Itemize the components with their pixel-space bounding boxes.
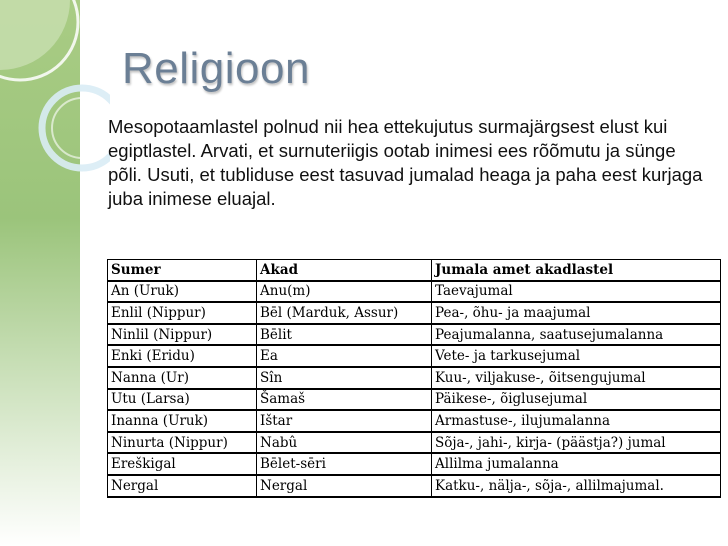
table-row — [108, 345, 721, 367]
table-header-row — [108, 260, 721, 281]
table-row — [108, 302, 721, 324]
cell-sumer: Utu (Larsa) — [108, 389, 257, 411]
cell-sumer: Enlil (Nippur) — [108, 302, 257, 324]
cell-sumer: An (Uruk) — [108, 281, 257, 303]
cell-role: Sõja-, jahi-, kirja- (päästja?) jumal — [432, 432, 721, 454]
cell-role: Peajumalanna, saatusejumalanna — [432, 324, 721, 346]
cell-sumer: Nanna (Ur) — [108, 367, 257, 389]
cell-role: Armastuse-, ilujumalanna — [432, 410, 721, 432]
cell-role: Allilma jumalanna — [432, 453, 721, 475]
column-header-sumer: Sumer — [108, 260, 257, 281]
table-row — [108, 389, 721, 411]
cell-akad: Bēl (Marduk, Assur) — [257, 302, 432, 324]
cell-role: Kuu-, viljakuse-, õitsengujumal — [432, 367, 721, 389]
table-row — [108, 281, 721, 303]
cell-role: Katku-, nälja-, sõja-, allilmajumal. — [432, 475, 721, 497]
table-row — [108, 410, 721, 432]
table-row — [108, 432, 721, 454]
table-row — [108, 453, 721, 475]
column-header-role: Jumala amet akadlastel — [432, 260, 721, 281]
cell-role: Taevajumal — [432, 281, 721, 303]
column-header-akad: Akad — [257, 260, 432, 281]
cell-sumer: Ereškigal — [108, 453, 257, 475]
cell-akad: Nabû — [257, 432, 432, 454]
cell-sumer: Ninurta (Nippur) — [108, 432, 257, 454]
gods-table — [107, 259, 721, 498]
cell-role: Päikese-, õiglusejumal — [432, 389, 721, 411]
table-row — [108, 475, 721, 497]
cell-role: Vete- ja tarkusejumal — [432, 345, 721, 367]
cell-akad: Anu(m) — [257, 281, 432, 303]
cell-akad: Šamaš — [257, 389, 432, 411]
decorative-circles — [0, 0, 110, 220]
cell-sumer: Enki (Eridu) — [108, 345, 257, 367]
cell-sumer: Nergal — [108, 475, 257, 497]
cell-akad: Bēlet-sēri — [257, 453, 432, 475]
table-row — [108, 367, 721, 389]
cell-akad: Bēlit — [257, 324, 432, 346]
cell-akad: Ištar — [257, 410, 432, 432]
cell-role: Pea-, õhu- ja maajumal — [432, 302, 721, 324]
cell-akad: Ea — [257, 345, 432, 367]
cell-akad: Nergal — [257, 475, 432, 497]
cell-akad: Sîn — [257, 367, 432, 389]
body-paragraph: Mesopotaamlastel polnud nii hea ettekujutus surmajärgsest elust kui egiptlastel. Arvati, et surnuteriigis ootab inimesi ees rõõmutu ja sünge põli. Usuti, et tubliduse eest tasuvad jumalad heaga ja paha eest kurjaga juba inimese eluajal. — [108, 116, 703, 209]
table-row — [108, 324, 721, 346]
slide-title: Religioon — [122, 44, 310, 93]
cell-sumer: Inanna (Uruk) — [108, 410, 257, 432]
cell-sumer: Ninlil (Nippur) — [108, 324, 257, 346]
